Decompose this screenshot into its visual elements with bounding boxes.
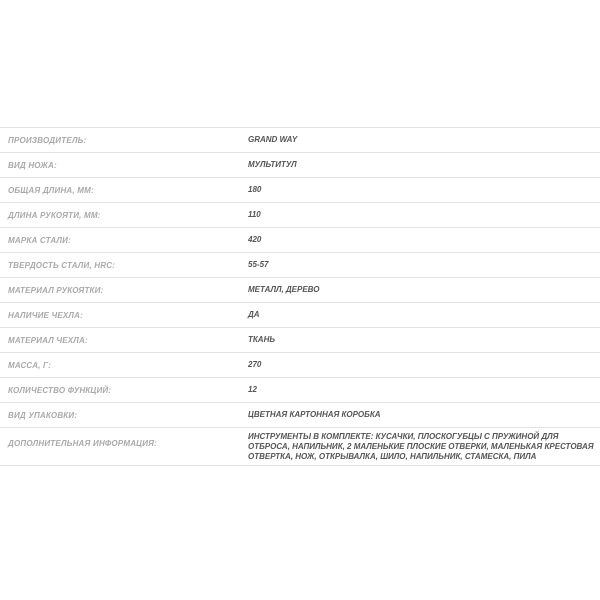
spec-value: 55-57 bbox=[248, 260, 269, 269]
spec-label: КОЛИЧЕСТВО ФУНКЦИЙ: bbox=[8, 385, 112, 395]
spec-row-manufacturer bbox=[0, 128, 600, 153]
spec-label: ВИД УПАКОВКИ: bbox=[8, 410, 78, 420]
spec-table bbox=[0, 127, 600, 466]
spec-value: ЦВЕТНАЯ КАРТОННАЯ КОРОБКА bbox=[248, 410, 381, 419]
spec-row-handle-material bbox=[0, 278, 600, 303]
spec-value: ДА bbox=[248, 310, 260, 319]
spec-value: 12 bbox=[248, 385, 257, 394]
spec-row-steel-hardness bbox=[0, 253, 600, 278]
spec-row-knife-type bbox=[0, 153, 600, 178]
spec-value: МЕТАЛЛ, ДЕРЕВО bbox=[248, 285, 320, 294]
spec-label: МАТЕРИАЛ РУКОЯТКИ: bbox=[8, 285, 104, 295]
spec-row-function-count bbox=[0, 378, 600, 403]
spec-row-additional-info bbox=[0, 428, 600, 466]
spec-label: ПРОИЗВОДИТЕЛЬ: bbox=[8, 135, 87, 145]
spec-label: НАЛИЧИЕ ЧЕХЛА: bbox=[8, 310, 83, 320]
spec-label: ДЛИНА РУКОЯТИ, ММ: bbox=[8, 210, 101, 220]
spec-row-weight bbox=[0, 353, 600, 378]
spec-label: МАТЕРИАЛ ЧЕХЛА: bbox=[8, 335, 88, 345]
spec-value: 420 bbox=[248, 235, 262, 244]
spec-value: 270 bbox=[248, 360, 262, 369]
spec-label: МАРКА СТАЛИ: bbox=[8, 235, 71, 245]
spec-row-handle-length bbox=[0, 203, 600, 228]
spec-label: ОБЩАЯ ДЛИНА, ММ: bbox=[8, 185, 94, 195]
spec-value: 180 bbox=[248, 185, 262, 194]
spec-label: ДОПОЛНИТЕЛЬНАЯ ИНФОРМАЦИЯ: bbox=[8, 439, 158, 448]
spec-row-sheath-material bbox=[0, 328, 600, 353]
spec-label: ТВЕРДОСТЬ СТАЛИ, HRC: bbox=[8, 260, 116, 270]
spec-label: МАССА, Г: bbox=[8, 360, 51, 370]
spec-value: ТКАНЬ bbox=[248, 335, 276, 344]
spec-label: ВИД НОЖА: bbox=[8, 160, 57, 170]
spec-row-total-length bbox=[0, 178, 600, 203]
spec-value: 110 bbox=[248, 210, 261, 219]
spec-row-steel-grade bbox=[0, 228, 600, 253]
spec-value: ИНСТРУМЕНТЫ В КОМПЛЕКТЕ: КУСАЧКИ, ПЛОСКОГУБЦЫ С ПРУЖИНОЙ ДЛЯ ОТБРОСА, НАПИЛЬНИК, 2 МАЛЕНЬКИЕ ПЛОСКИЕ ОТВЕРКИ, МАЛЕНЬКАЯ КРЕСТОВАЯ ОТВЕРТКА, НОЖ, ОТКРЫВАЛКА, ШИЛО, НАПИЛЬНИК, СТАМЕСКА, ПИЛА bbox=[248, 432, 594, 461]
spec-row-packaging bbox=[0, 403, 600, 428]
spec-value: МУЛЬТИТУЛ bbox=[248, 160, 297, 169]
spec-row-sheath-included bbox=[0, 303, 600, 328]
spec-value: GRAND WAY bbox=[248, 135, 298, 144]
